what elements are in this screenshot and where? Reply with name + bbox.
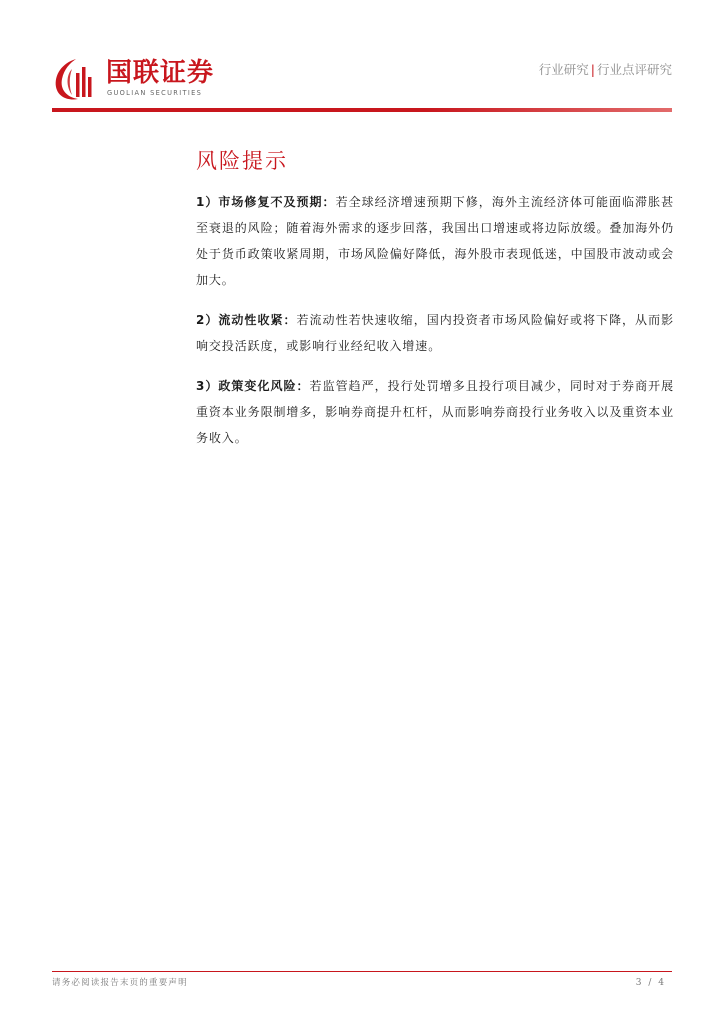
guolian-logo-icon bbox=[50, 55, 98, 103]
logo-chinese-name: 国联证券 bbox=[106, 58, 215, 88]
risk-text-2: 若流动性若快速收缩，国内投资者市场风险偏好或将下降，从而影响交投活跃度，或影响行业经纪收入增速。 bbox=[196, 313, 674, 353]
risk-text-1: 若全球经济增速预期下修，海外主流经济体可能面临滞胀甚至衰退的风险；随着海外需求的逐步回落，我国出口增速或将边际放缓。叠加海外仍处于货币政策收紧周期，市场风险偏好降低，海外股市表现低迷，中国股市波动或会加大。 bbox=[196, 195, 674, 287]
risk-text-3: 若监管趋严，投行处罚增多且投行项目减少，同时对于券商开展重资本业务限制增多，影响券商提升杠杆，从而影响券商投行业务收入以及重资本业务收入。 bbox=[196, 379, 675, 445]
risk-lead-2: 2）流动性收紧： bbox=[196, 313, 297, 327]
risk-lead-3: 3）政策变化风险： bbox=[196, 379, 310, 393]
risk-paragraph-2 bbox=[196, 307, 674, 359]
category-right: 行业点评研究 bbox=[596, 62, 672, 77]
logo-english-name: GUOLIAN SECURITIES bbox=[107, 89, 203, 97]
category-left: 行业研究 bbox=[538, 62, 589, 77]
footer-disclaimer: 请务必阅读报告末页的重要声明 bbox=[52, 978, 188, 988]
risk-lead-1: 1）市场修复不及预期： bbox=[196, 195, 336, 209]
section-title: 风险提示 bbox=[196, 149, 288, 173]
risk-paragraph-3 bbox=[196, 373, 674, 451]
report-category bbox=[539, 62, 672, 78]
risk-content bbox=[196, 189, 674, 465]
category-separator: | bbox=[590, 62, 595, 77]
header-divider bbox=[52, 108, 672, 112]
page-header bbox=[0, 0, 724, 112]
risk-paragraph-1 bbox=[196, 189, 674, 293]
footer-divider bbox=[52, 971, 672, 972]
page-number: 3 / 4 bbox=[635, 978, 666, 988]
